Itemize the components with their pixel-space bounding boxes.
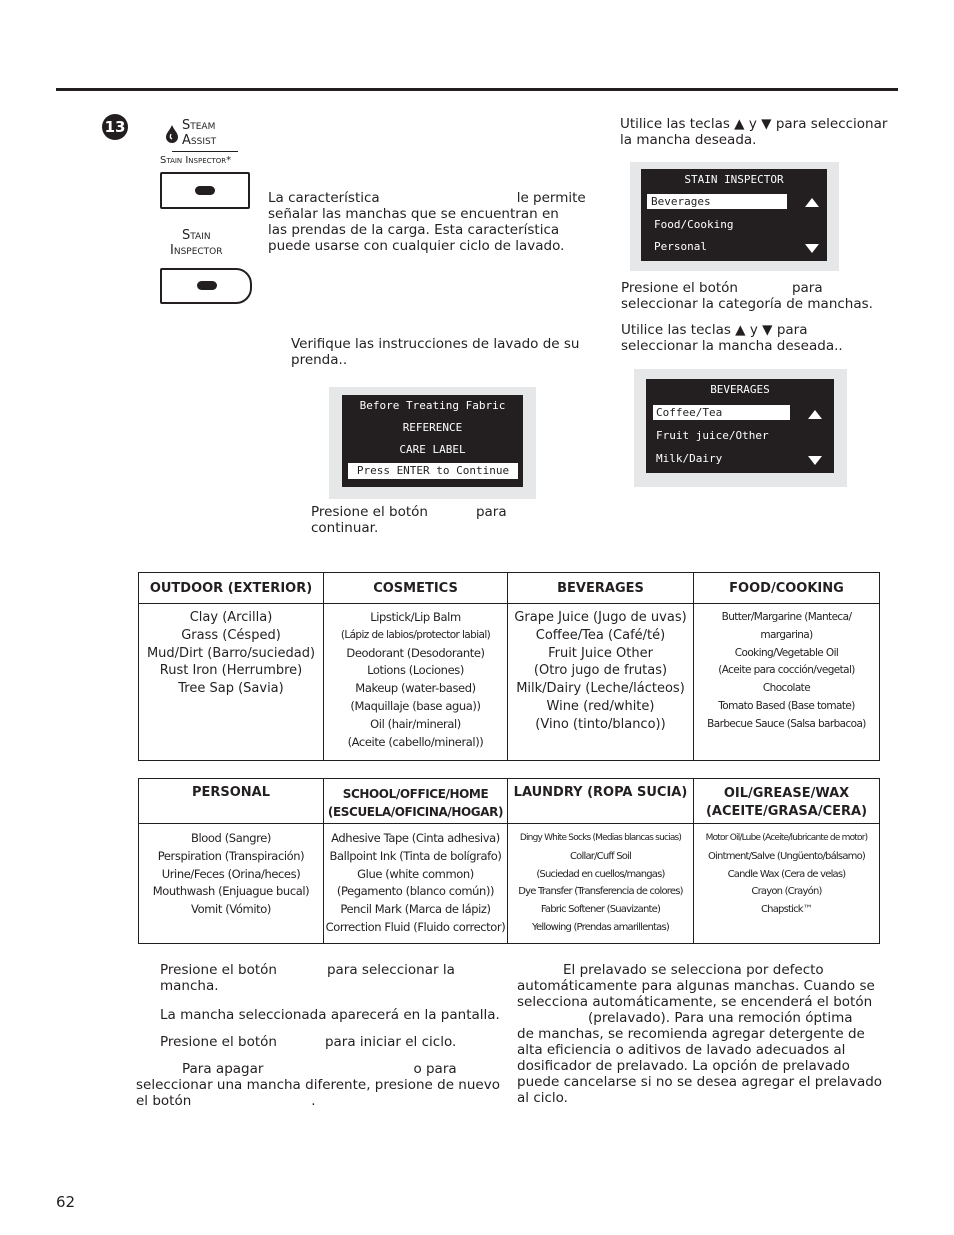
- stain-item: (Aceite para cocción/vegetal): [718, 664, 855, 677]
- press-text: Presione el botón: [621, 280, 738, 296]
- stain-item: Glue (white common): [357, 866, 474, 881]
- press-text: para: [791, 280, 823, 296]
- display-line: REFERENCE: [402, 421, 463, 434]
- press-continue-text: [311, 504, 531, 536]
- stain-inspector-small-label: Stain Inspector*: [160, 155, 232, 166]
- step-text: Presione el botón: [160, 1034, 277, 1050]
- stain-item: Motor Oil/Lube (Aceite/lubricante de motor): [705, 833, 868, 843]
- prewash-line: al ciclo.: [517, 1090, 568, 1106]
- button-indicator: [197, 281, 217, 290]
- stain-item: Pencil Mark (Marca de lápiz): [340, 902, 491, 917]
- steam-drop-icon: [165, 124, 179, 144]
- stain-item: Fabric Softener (Suavizante): [540, 904, 661, 916]
- header-line: OIL/GREASE/WAX: [723, 786, 850, 801]
- table-header: [508, 779, 694, 824]
- table-cell-beverages: [508, 604, 694, 761]
- beverages-display-frame: [634, 369, 847, 487]
- stain-item: Coffee/Tea (Café/té): [535, 627, 666, 643]
- note-text: o para: [413, 1061, 457, 1077]
- press-text: Presione el botón: [311, 504, 428, 520]
- press-category-text: [621, 280, 911, 312]
- stain-item: Ointment/Salve (Ungüento/bálsamo): [707, 850, 866, 862]
- stain-item: Urine/Feces (Orina/heces): [161, 866, 301, 881]
- stain-table-2: [138, 778, 880, 944]
- stain-item: Butter/Margarine (Manteca/: [721, 611, 852, 623]
- scroll-down-icon: [805, 244, 819, 253]
- stain-item: Candle Wax (Cera de velas): [727, 868, 846, 880]
- step-text: para iniciar el ciclo.: [324, 1034, 457, 1050]
- stain-item: Dingy White Socks (Medias blancas sucias): [519, 833, 682, 843]
- step-press-start: [160, 1034, 510, 1050]
- verify-text: Verifique las instrucciones de lavado de su: [291, 336, 580, 352]
- stain-item: (Pegamento (blanco común)): [336, 884, 495, 899]
- scroll-up-icon: [808, 410, 822, 419]
- down-triangle-icon: ▼: [762, 322, 773, 338]
- table-cell-personal: [139, 824, 324, 944]
- table-cell-food: [694, 604, 880, 761]
- keys-text: Utilice las teclas: [620, 116, 730, 132]
- step-text: La mancha seleccionada aparecerá en la pantalla.: [160, 1007, 500, 1023]
- table-header: OUTDOOR (EXTERIOR): [139, 573, 324, 604]
- stain-item: Chocolate: [762, 682, 811, 695]
- steam-label-line1: Steam: [182, 118, 216, 133]
- stain-item: Correction Fluid (Fluido corrector): [325, 919, 506, 934]
- down-triangle-icon: ▼: [761, 116, 772, 132]
- prewash-note: [517, 962, 887, 1106]
- keys-text: la mancha deseada.: [620, 132, 757, 148]
- steam-divider: [172, 151, 238, 152]
- display-line: Food/Cooking: [654, 218, 734, 231]
- stain-item: Cooking/Vegetable Oil: [734, 646, 839, 659]
- stain-item: Oil (hair/mineral): [370, 716, 461, 731]
- header-line: LAUNDRY (ROPA SUCIA): [513, 785, 688, 800]
- step-text: Presione el botón: [160, 962, 277, 978]
- prewash-line: alta eficiencia o aditivos de lavado adecuados al: [517, 1042, 846, 1058]
- prewash-line: selecciona automáticamente, se encenderá el botón: [517, 994, 873, 1010]
- stain-item: Yellowing (Prendas amarillentas): [532, 921, 669, 933]
- scroll-down-icon: [808, 456, 822, 465]
- stain-inspector-button[interactable]: [160, 268, 252, 304]
- stain-item: Clay (Arcilla): [189, 610, 273, 625]
- prewash-line: automáticamente para algunas manchas. Cuando se: [517, 978, 875, 994]
- prewash-line: puede cancelarse si no se desea agregar el prelavado: [517, 1074, 883, 1090]
- stain-item: (Suciedad en cuellos/mangas): [536, 868, 665, 880]
- keys-text: y: [749, 322, 758, 338]
- header-line: PERSONAL: [191, 785, 271, 800]
- note-text: .: [311, 1093, 316, 1109]
- table-header: BEVERAGES: [508, 573, 694, 604]
- stain-item: Grape Juice (Jugo de uvas): [514, 610, 687, 625]
- stain-item: Chapstick™: [761, 904, 812, 916]
- table-cell-outdoor: [139, 604, 324, 761]
- intro-text: le permite: [516, 190, 586, 206]
- keys-text: para seleccionar: [775, 116, 888, 132]
- display-line: Before Treating Fabric: [359, 399, 506, 412]
- step-number-badge: 13: [102, 114, 128, 140]
- page-number: 62: [56, 1193, 76, 1211]
- table-header: [694, 779, 880, 824]
- keys-text: seleccionar la mancha deseada..: [621, 338, 843, 354]
- keys-text: y: [748, 116, 757, 132]
- stain-item: (Otro jugo de frutas): [533, 663, 668, 679]
- stain-item: Mud/Dirt (Barro/suciedad): [146, 645, 316, 661]
- display-line: CARE LABEL: [399, 443, 466, 456]
- stain-inspector-display-frame: [630, 162, 839, 271]
- up-triangle-icon: ▲: [734, 116, 745, 132]
- keys-text: para: [776, 322, 808, 338]
- display-selected-line: Beverages: [647, 194, 787, 209]
- stain-item: (Aceite (cabello/mineral)): [347, 734, 484, 749]
- stain-item: Fruit Juice Other: [548, 645, 653, 661]
- up-triangle-icon: ▲: [735, 322, 746, 338]
- display-title: BEVERAGES: [710, 383, 770, 396]
- prewash-line: El prelavado se selecciona por defecto: [563, 962, 824, 978]
- press-text: continuar.: [311, 520, 379, 536]
- press-text: seleccionar la categoría de manchas.: [621, 296, 873, 312]
- table-header: [139, 779, 324, 824]
- header-line: (ACEITE/GRASA/CERA): [705, 804, 868, 819]
- stain-label-line2: Inspector: [170, 243, 223, 258]
- stain-item: (Lápiz de labios/protector labial): [340, 628, 491, 641]
- care-label-display: [342, 395, 523, 487]
- prewash-line: dosificador de prelavado. La opción de prelavado: [517, 1058, 850, 1074]
- stain-item: Milk/Dairy (Leche/lácteos): [516, 681, 685, 697]
- stain-item: Rust Iron (Herrumbre): [159, 663, 303, 679]
- verify-instructions: [291, 336, 579, 368]
- table-cell-oil: [694, 824, 880, 944]
- header-line: SCHOOL/OFFICE/HOME: [342, 787, 489, 801]
- step-text: mancha.: [160, 978, 219, 994]
- stain-item: Makeup (water-based): [355, 681, 476, 696]
- header-line: (ESCUELA/OFICINA/HOGAR): [327, 805, 504, 819]
- steam-assist-label: [182, 118, 216, 148]
- intro-text: La característica: [268, 190, 380, 206]
- stain-item: (Maquillaje (base agua)): [350, 698, 481, 713]
- step-press-select: [160, 962, 510, 994]
- display-line: Milk/Dairy: [656, 452, 723, 465]
- press-text: para: [475, 504, 507, 520]
- stain-item: Lotions (Lociones): [367, 663, 464, 678]
- stain-inspector-label: [170, 228, 223, 258]
- note-turn-off: [136, 1061, 506, 1109]
- prewash-line: (prelavado). Para una remoción óptima: [588, 1010, 853, 1026]
- stain-item: Grass (Césped): [181, 627, 281, 643]
- use-keys-text-1: [620, 116, 910, 148]
- top-rule: [56, 88, 898, 91]
- note-text: el botón: [136, 1093, 192, 1109]
- intro-text: puede usarse con cualquier ciclo de lavado.: [268, 238, 565, 254]
- stain-item: Tree Sap (Savia): [178, 681, 284, 697]
- table-cell-school: [324, 824, 508, 944]
- stain-item: Barbecue Sauce (Salsa barbacoa): [707, 717, 866, 730]
- table-header: FOOD/COOKING: [694, 573, 880, 604]
- display-selected-line: Coffee/Tea: [653, 405, 790, 420]
- button-indicator: [195, 186, 215, 195]
- stain-item: Tomato Based (Base tomate): [718, 699, 855, 712]
- stain-item: Lipstick/Lip Balm: [370, 610, 461, 624]
- table-cell-laundry: [508, 824, 694, 944]
- intro-text: las prendas de la carga. Esta característica: [268, 222, 560, 238]
- stain-item: Collar/Cuff Soil: [569, 850, 632, 862]
- use-keys-text-2: [621, 322, 911, 354]
- stain-item: margarina): [760, 628, 813, 641]
- stain-item: Deodorant (Desodorante): [346, 645, 485, 660]
- keys-text: Utilice las teclas: [621, 322, 731, 338]
- verify-text: prenda..: [291, 352, 348, 368]
- scroll-up-icon: [805, 198, 819, 207]
- note-text: seleccionar una mancha diferente, presione de nuevo: [136, 1077, 500, 1093]
- stain-item: Crayon (Crayón): [751, 886, 822, 898]
- stain-item: (Vino (tinto/blanco)): [535, 716, 666, 732]
- stain-label-line1: Stain: [182, 228, 211, 243]
- stain-item: Adhesive Tape (Cinta adhesiva): [331, 831, 500, 845]
- stain-item: Mouthwash (Enjuague bucal): [152, 884, 310, 899]
- steam-assist-button[interactable]: [160, 172, 250, 209]
- prewash-line: de manchas, se recomienda agregar detergente de: [517, 1026, 865, 1042]
- stain-item: Blood (Sangre): [191, 831, 271, 845]
- intro-text: señalar las manchas que se encuentran en: [268, 206, 559, 222]
- step-text: para seleccionar la: [326, 962, 455, 978]
- display-selected-line: Press ENTER to Continue: [348, 463, 518, 479]
- intro-paragraph: [268, 190, 588, 254]
- stain-item: Perspiration (Transpiración): [157, 848, 305, 863]
- stain-item: Vomit (Vómito): [191, 902, 271, 917]
- table-cell-cosmetics: [324, 604, 508, 761]
- note-text: Para apagar: [182, 1061, 264, 1077]
- table-header: [324, 779, 508, 824]
- display-title: STAIN INSPECTOR: [684, 173, 784, 186]
- display-line: Personal: [654, 240, 707, 253]
- stain-item: Ballpoint Ink (Tinta de bolígrafo): [329, 848, 502, 863]
- stain-item: Wine (red/white): [546, 698, 655, 714]
- display-line: Fruit juice/Other: [656, 429, 769, 442]
- stain-item: Dye Transfer (Transferencia de colores): [518, 886, 683, 898]
- beverages-display: [646, 379, 834, 473]
- stain-table-1: [138, 572, 880, 761]
- table-header: COSMETICS: [324, 573, 508, 604]
- care-label-display-frame: [329, 387, 536, 499]
- steam-label-line2: Assist: [182, 133, 217, 148]
- stain-inspector-display: [641, 169, 827, 261]
